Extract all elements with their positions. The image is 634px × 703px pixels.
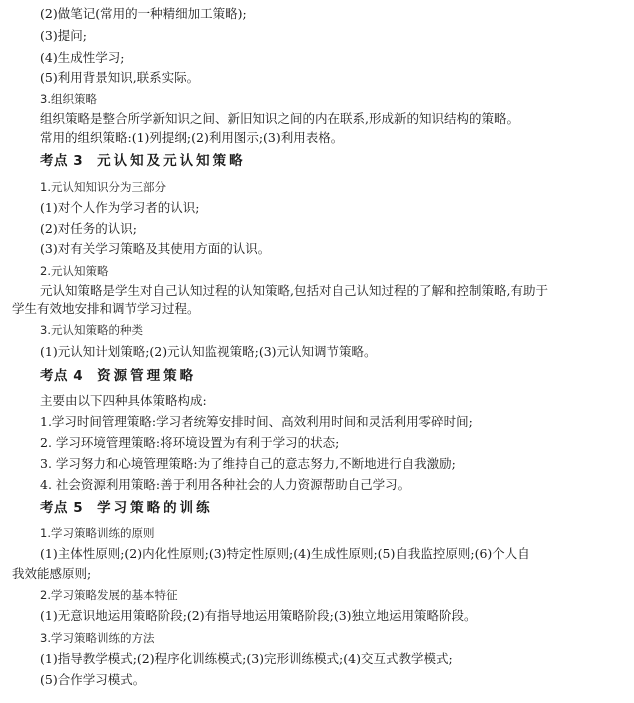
section-title: 资源管理策略 xyxy=(97,368,197,384)
text-line: 1.学习时间管理策略:学习者统筹安排时间、高效利用时间和灵活利用零碎时间; xyxy=(40,414,473,429)
text-line: (3)对有关学习策略及其使用方面的认识。 xyxy=(40,241,271,256)
text-line: (3)提问; xyxy=(40,28,87,43)
subsection-title: 3.元认知策略的种类 xyxy=(40,323,143,337)
section-title: 元认知及元认知策略 xyxy=(97,153,246,169)
paragraph-line: 我效能感原则; xyxy=(12,566,92,581)
subsection-title: 2.学习策略发展的基本特征 xyxy=(40,588,178,602)
paragraph-line: 学生有效地安排和调节学习过程。 xyxy=(12,301,200,316)
text-line: (5)利用背景知识,联系实际。 xyxy=(40,70,200,85)
section-title: 学习策略的训练 xyxy=(97,500,213,516)
subsection-title: 3.学习策略训练的方法 xyxy=(40,631,155,645)
subsection-title: 2.元认知策略 xyxy=(40,264,109,278)
text-line: 主要由以下四种具体策略构成: xyxy=(40,393,207,408)
subsection-title: 3.组织策略 xyxy=(40,92,97,106)
text-line: (5)合作学习模式。 xyxy=(40,672,146,687)
section-heading xyxy=(40,153,246,169)
section-heading xyxy=(40,500,213,516)
paragraph-line: 常用的组织策略:(1)列提纲;(2)利用图示;(3)利用表格。 xyxy=(40,130,344,145)
text-line: (1)元认知计划策略;(2)元认知监视策略;(3)元认知调节策略。 xyxy=(40,344,377,359)
text-line: (2)对任务的认识; xyxy=(40,221,137,236)
subsection-title: 1.元认知知识分为三部分 xyxy=(40,180,166,194)
section-number: 考点 5 xyxy=(40,500,84,516)
text-line: 3. 学习努力和心境管理策略:为了维持自己的意志努力,不断地进行自我激励; xyxy=(40,456,456,471)
paragraph-line: (1)主体性原则;(2)内化性原则;(3)特定性原则;(4)生成性原则;(5)自我监控原则;(6)个人自 xyxy=(40,546,530,561)
text-line: (4)生成性学习; xyxy=(40,50,125,65)
text-line: (1)对个人作为学习者的认识; xyxy=(40,200,200,215)
text-line: 4. 社会资源利用策略:善于利用各种社会的人力资源帮助自己学习。 xyxy=(40,477,411,492)
section-number: 考点 4 xyxy=(40,368,84,384)
paragraph-line: 组织策略是整合所学新知识之间、新旧知识之间的内在联系,形成新的知识结构的策略。 xyxy=(40,111,519,126)
paragraph-line: 元认知策略是学生对自己认知过程的认知策略,包括对自己认知过程的了解和控制策略,有助于 xyxy=(40,283,548,298)
text-line: (2)做笔记(常用的一种精细加工策略); xyxy=(40,6,247,21)
section-heading xyxy=(40,368,196,384)
text-line: (1)无意识地运用策略阶段;(2)有指导地运用策略阶段;(3)独立地运用策略阶段。 xyxy=(40,608,477,623)
section-number: 考点 3 xyxy=(40,153,84,169)
text-line: 2. 学习环境管理策略:将环境设置为有利于学习的状态; xyxy=(40,435,340,450)
subsection-title: 1.学习策略训练的原则 xyxy=(40,526,155,540)
text-line: (1)指导教学模式;(2)程序化训练模式;(3)完形训练模式;(4)交互式教学模式; xyxy=(40,651,453,666)
